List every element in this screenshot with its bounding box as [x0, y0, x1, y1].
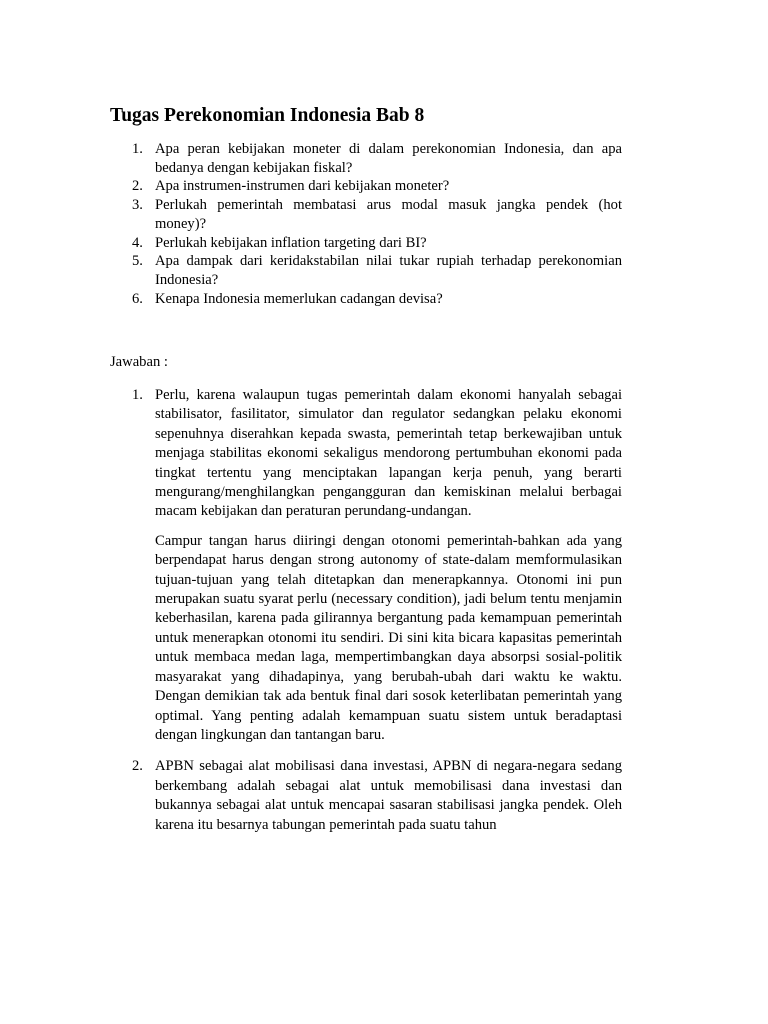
list-number: 6. [132, 290, 143, 307]
question-text: Apa peran kebijakan moneter di dalam perekonomian Indonesia, dan apa bedanya dengan kebijakan fiskal? [155, 141, 622, 176]
answer-item [132, 386, 622, 745]
answer-paragraph: Campur tangan harus diiringi dengan otonomi pemerintah-bahkan ada yang berpendapat harus dengan strong autonomy of state-dalam memformulasikan tujuan-tujuan yang telah ditetapkan dan menerapkannya. Otonomi ini pun merupakan suatu syarat perlu (necessary condition), jadi belum tentu menjamin keberhasilan, karena pada gilirannya bergantung pada kemampuan pemerintah untuk menerapkan otonomi itu sendiri. Di sini kita bicara kapasitas pemerintah untuk membaca medan laga, mempertimbangkan daya absorpsi sosial-politik masyarakat yang dihadapinya, yang berubah-ubah dari waktu ke waktu. Dengan demikian tak ada bentuk final dari sosok keterlibatan pemerintah yang optimal. Yang penting adalah kemampuan suatu sistem untuk beradaptasi dengan lingkungan dan tantangan baru. [155, 532, 622, 743]
list-number: 2. [132, 178, 143, 195]
list-number: 1. [132, 387, 143, 403]
list-number: 3. [132, 197, 143, 214]
question-item [132, 177, 622, 196]
question-text: Kenapa Indonesia memerlukan cadangan devisa? [155, 290, 443, 307]
question-text: Apa instrumen-instrumen dari kebijakan moneter? [155, 178, 450, 195]
question-text: Perlukah pemerintah membatasi arus modal masuk jangka pendek (hot money)? [155, 197, 622, 232]
question-item [132, 234, 622, 253]
answer-paragraph: APBN sebagai alat mobilisasi dana investasi, APBN di negara-negara sedang berkembang adalah sebagai alat untuk memobilisasi dana investasi dan bukannya sebagai alat untuk mencapai sasaran stabilisasi jangka pendek. Oleh karena itu besarnya tabungan pemerintah pada suatu tahun [155, 758, 622, 833]
question-text: Apa dampak dari keridakstabilan nilai tukar rupiah terhadap perekonomian Indonesia? [155, 253, 622, 288]
question-item [132, 252, 622, 289]
list-number: 5. [132, 253, 143, 270]
document-title: Tugas Perekonomian Indonesia Bab 8 [110, 105, 425, 126]
question-item [132, 290, 622, 309]
list-number: 1. [132, 141, 143, 157]
answer-paragraph: Perlu, karena walaupun tugas pemerintah dalam ekonomi hanyalah sebagai stabilisator, fasilitator, simulator dan regulator sedangkan pelaku ekonomi sepenuhnya diserahkan kepada swasta, pemerintah tetap berkewajiban untuk menjaga stabilitas ekonomi sekaligus mendorong pertumbuhan ekonomi pada tingkat tertentu yang menciptakan lapangan kerja penuh, yang berarti mengurang/menghilangkan pengangguran dan kemiskinan melalui berbagai macam kebijakan dan peraturan perundang-undangan. [155, 387, 622, 520]
question-list [132, 140, 622, 308]
answers-heading: Jawaban : [110, 354, 168, 370]
question-item [132, 196, 622, 233]
question-item [132, 140, 622, 177]
answer-list [132, 386, 622, 835]
answer-item [132, 757, 622, 835]
list-number: 2. [132, 758, 143, 775]
question-text: Perlukah kebijakan inflation targeting dari BI? [155, 234, 427, 251]
list-number: 4. [132, 234, 143, 251]
